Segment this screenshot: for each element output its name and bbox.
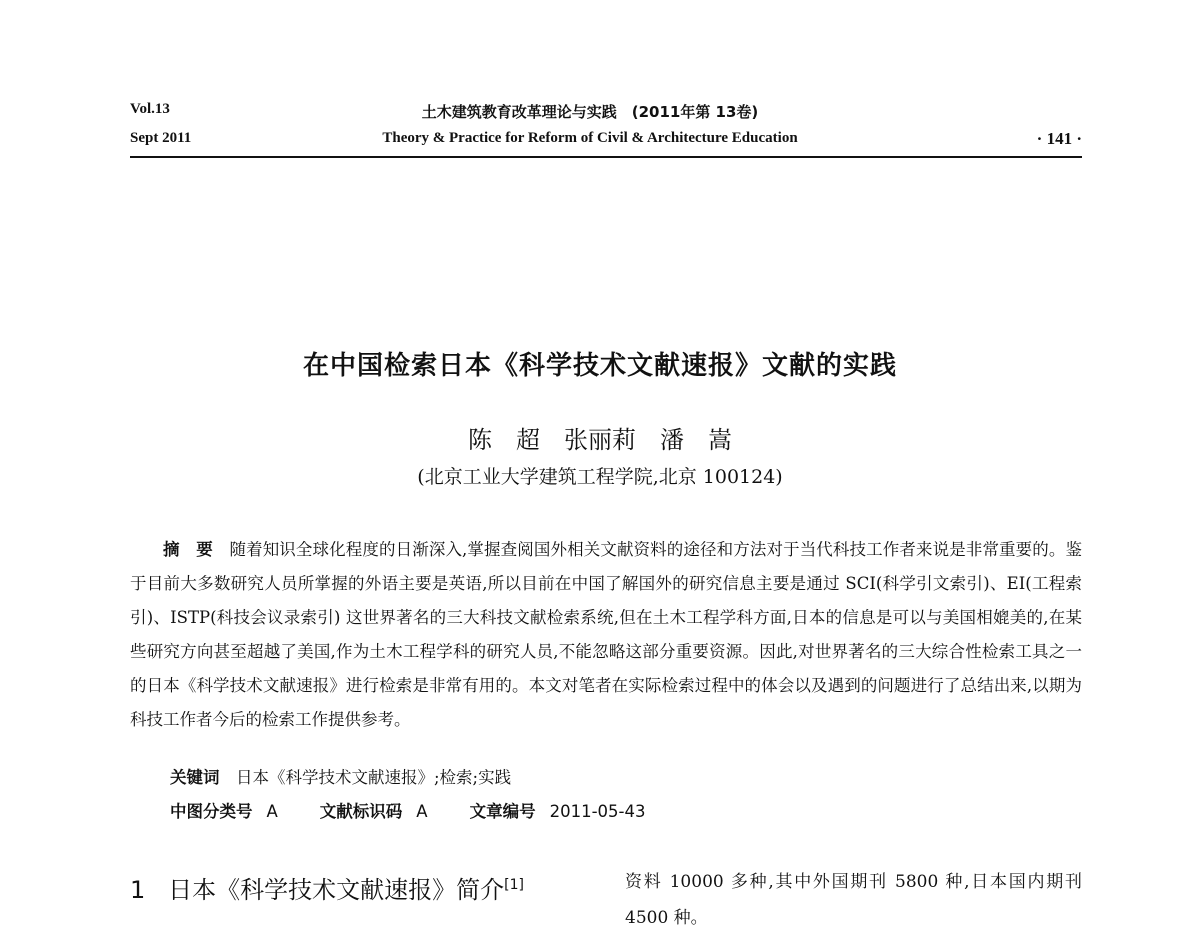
article-no-label: 文章编号 bbox=[469, 802, 536, 821]
journal-title-cn: 土木建筑教育改革理论与实践 (2011年第 13卷) bbox=[421, 103, 759, 121]
classification-line bbox=[170, 798, 645, 822]
article-title: 在中国检索日本《科学技术文献速报》文献的实践 bbox=[302, 351, 897, 381]
article-no-value: 2011-05-43 bbox=[549, 802, 646, 821]
section-number: 1 bbox=[130, 876, 146, 904]
abstract-label: 摘 要 bbox=[163, 540, 213, 559]
clc-label: 中图分类号 bbox=[170, 802, 253, 821]
section-reference: [1] bbox=[504, 877, 525, 893]
page-number: · 141 · bbox=[1036, 129, 1082, 148]
section-heading bbox=[130, 870, 524, 905]
journal-title-en: Theory & Practice for Reform of Civil & Architecture Education bbox=[382, 130, 798, 146]
doc-code-value: A bbox=[416, 802, 428, 821]
keywords-text: 日本《科学技术文献速报》;检索;实践 bbox=[236, 768, 512, 787]
right-column-text: 资料 10000 多种,其中外国期刊 5800 种,日本国内期刊 4500 种。 bbox=[625, 872, 1082, 928]
keywords-label: 关键词 bbox=[170, 768, 220, 787]
doc-code-label: 文献标识码 bbox=[319, 802, 403, 821]
clc-value: A bbox=[266, 802, 278, 821]
volume-label: Vol.13 bbox=[130, 101, 170, 117]
header-rule bbox=[130, 156, 1082, 158]
abstract bbox=[130, 533, 1082, 737]
abstract-text: 随着知识全球化程度的日渐深入,掌握查阅国外相关文献资料的途径和方法对于当代科技工作者来说是非常重要的。鉴于目前大多数研究人员所掌握的外语主要是英语,所以目前在中国了解国外的研究信息主要是通过 SCI(科学引文索引)、EI(工程索引)、ISTP(科技会议录索引) 这世界著名的三大科技文献检索系统,但在土木工程学科方面,日本的信息是可以与美国相媲美的,在某些研究方向甚至超越了美国,作为土木工程学科的研究人员,不能忽略这部分重要资源。因此,对世界著名的三大综合性检索工具之一的日本《科学技术文献速报》进行检索是非常有用的。本文对笔者在实际检索过程中的体会以及遇到的问题进行了总结出来,以期为科技工作者今后的检索工作提供参考。 bbox=[130, 540, 1083, 729]
author-affiliation: (北京工业大学建筑工程学院,北京 100124) bbox=[417, 466, 783, 488]
section-title-text: 日本《科学技术文献速报》简介 bbox=[168, 876, 505, 904]
keywords bbox=[170, 764, 511, 788]
author-list: 陈 超 张丽莉 潘 嵩 bbox=[468, 426, 732, 454]
issue-date: Sept 2011 bbox=[130, 130, 192, 146]
